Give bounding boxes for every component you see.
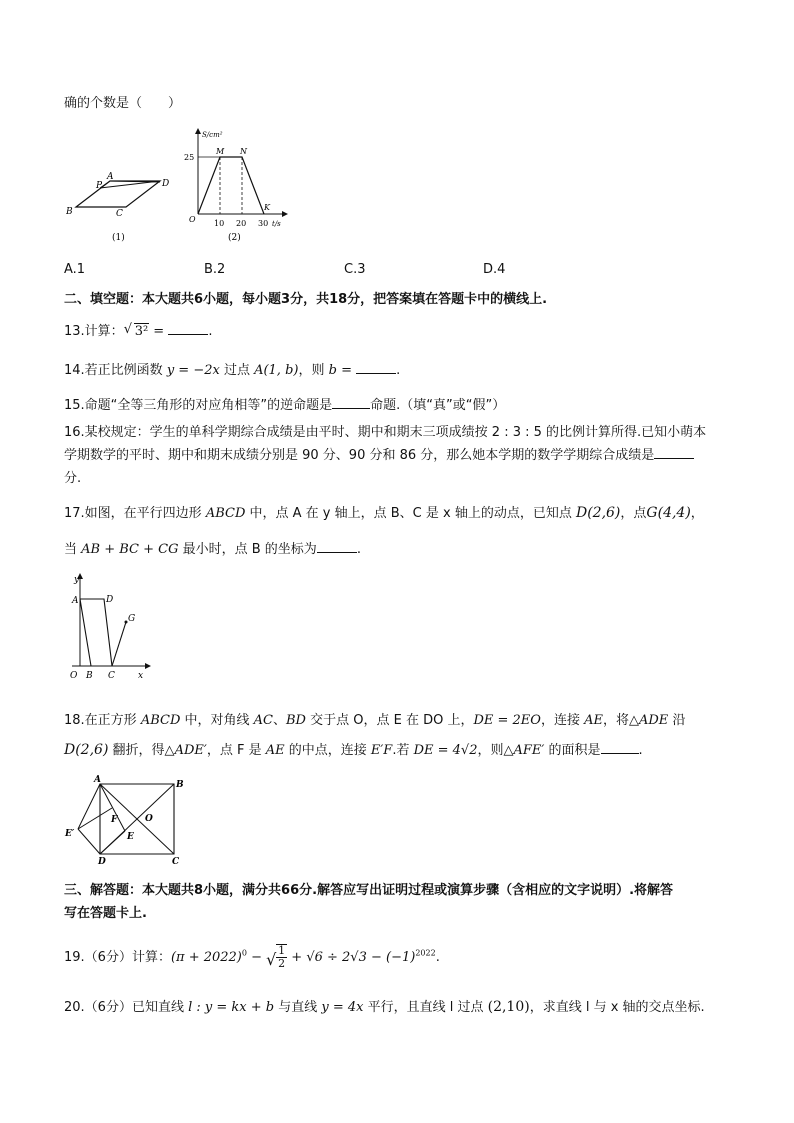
q17-text-f: 最小时，点 B 的坐标为 [178, 542, 317, 557]
q19-term1: (π + 2022) [170, 950, 242, 965]
q18-fig-b: B [176, 780, 184, 790]
q18-ade: ADE [639, 713, 669, 728]
fig1-caption: (1) [112, 233, 125, 243]
q20-prefix: 20.（6分）已知直线 [64, 1000, 189, 1015]
q15 [64, 394, 505, 413]
q17-line1 [64, 502, 704, 521]
q17-fig-c: C [108, 671, 115, 681]
q18-line1 [64, 709, 685, 728]
fig2-y-tick: 25 [184, 153, 195, 162]
fig2-origin: O [189, 215, 196, 224]
q18-ef: E′F [370, 743, 393, 758]
q17-answer-blank [317, 540, 357, 553]
q13-radical [124, 324, 149, 339]
q18-text-d: 交于点 O，点 E 在 DO 上， [305, 713, 474, 728]
fig2-point-k: K [264, 203, 270, 212]
q17-text-d: ， [690, 506, 704, 521]
q15-text-b: 命题.（填“真”或“假”） [370, 398, 506, 413]
q20-mid: 与直线 [274, 1000, 322, 1015]
section3-heading-line2: 写在答题卡上. [64, 906, 147, 921]
q19-frac-denominator: 2 [278, 957, 286, 970]
q17-abcd: ABCD [205, 506, 246, 521]
q18-ae2: AE [265, 743, 285, 758]
q13-eq: = [149, 324, 169, 339]
q20-line-l: l : y = kx + b [188, 1000, 275, 1015]
q18-eq1: DE = 2EO [473, 713, 541, 728]
q12-option-b: B.2 [204, 262, 226, 277]
fig1-label-b: B [66, 207, 73, 217]
q17-point-d: D(2,6) [575, 505, 621, 521]
fig2-caption: (2) [228, 233, 241, 243]
q19-frac-numerator: 1 [278, 944, 286, 957]
q19-term2: √6 ÷ 2√3 − (−1) [306, 950, 416, 965]
q18-text-c: 、 [272, 713, 286, 728]
q19 [64, 944, 440, 971]
q18-fig-e-prime: E′ [65, 829, 75, 839]
q20-mid2: 平行，且直线 l 过点 [363, 1000, 488, 1015]
q19-plus: + [287, 950, 307, 965]
q18-abcd: ABCD [140, 713, 181, 728]
q19-term2-exp: 2022 [415, 948, 436, 958]
q18-text-f: ，将△ [603, 713, 639, 728]
q13-answer-blank [168, 322, 208, 335]
q18-de: DE = 4√2 [413, 743, 478, 758]
section2-heading: 二、填空题：本大题共6小题，每小题3分，共18分，把答案填在答题卡中的横线上. [64, 292, 548, 307]
fig2-x-label: t/s [272, 220, 281, 228]
q18-fig-f: F [111, 815, 118, 825]
q18-text-e: ，连接 [540, 713, 585, 728]
q14-var: b = [328, 363, 357, 378]
fig1-label-a: A [107, 172, 114, 182]
q16-line2 [64, 444, 694, 463]
q18-fig-a: A [94, 775, 101, 785]
q18-fig-o: O [145, 814, 153, 824]
q17-text-a: 17.如图，在平行四边形 [64, 506, 206, 521]
fig1-label-d: D [162, 179, 170, 189]
q16-line2-text: 学期数学的平时、期中和期末成绩分别是 90 分、90 分和 86 分，那么她本学期的数学学期综合成绩是 [64, 448, 655, 463]
q13-prefix: 13.计算： [64, 324, 124, 339]
q20 [64, 996, 705, 1015]
q18-text-m: 的面积是 [544, 743, 601, 758]
q18-figure [62, 774, 192, 866]
q17-fig-x: x [138, 671, 144, 681]
fig2-y-label: S/cm² [202, 131, 223, 139]
q18-text-k: .若 [392, 743, 414, 758]
fig2-point-n: N [240, 147, 247, 156]
q18-fig-d: D [98, 857, 106, 866]
q14-func: y = −2x [166, 363, 220, 378]
q13: 13.计算： √ 3² = . [64, 322, 213, 339]
q16-answer-blank [654, 446, 694, 459]
q19-term1-exp: 0 [241, 948, 247, 958]
fig1-label-p: P [96, 181, 103, 191]
q20-point: (2,10) [487, 999, 530, 1015]
q18-text-b: 中，对角线 [180, 713, 254, 728]
q18-text-l: ，则△ [477, 743, 514, 758]
q17-fig-y: y [74, 575, 80, 585]
q16-line1: 16.某校规定：学生的单科学期综合成绩是由平时、期中和期末三项成绩按 2 : 3 : 5 的比例计算所得.已知小萌本 [64, 425, 707, 440]
q18-text-j: 的中点，连接 [284, 743, 371, 758]
q20-end: ，求直线 l 与 x 轴的交点坐标. [529, 1000, 705, 1015]
q17-figure [62, 570, 162, 682]
q12-option-a: A.1 [64, 262, 86, 277]
fig1-label-c: C [116, 209, 123, 219]
q18-text-g: 沿 [668, 713, 686, 728]
fig2-x-tick-20: 20 [236, 219, 247, 228]
q14-prefix: 14.若正比例函数 [64, 363, 167, 378]
fig2-x-tick-10: 10 [214, 219, 225, 228]
q17-fig-b: B [86, 671, 93, 681]
q16-line3: 分. [64, 471, 82, 486]
q19-sqrt-frac [266, 944, 287, 971]
q18-fig-e: E [127, 832, 134, 842]
fig2-point-m: M [216, 147, 225, 156]
q17-text-e: 当 [64, 542, 82, 557]
q15-answer-blank [332, 396, 370, 409]
q17-fig-d: D [106, 595, 114, 605]
sqrt-icon: √ [266, 950, 277, 969]
q18-text-h: 翻折，得△ [108, 743, 175, 758]
q18-afe: AFE′ [513, 743, 545, 758]
q13-radicand: 3² [134, 324, 149, 339]
q19-minus: − [246, 950, 267, 965]
q18-point-d: D(2,6) [64, 742, 109, 758]
q17-text-b: 中，点 A 在 y 轴上，点 B、C 是 x 轴上的动点，已知点 [245, 506, 576, 521]
q18-line2 [64, 739, 643, 758]
q12-figure-2 [182, 126, 294, 246]
q14: 14.若正比例函数 y = −2x 过点 A(1, b)，则 b = . [64, 363, 401, 378]
q17-fig-g: G [128, 614, 136, 624]
q17-expr: AB + BC + CG [81, 542, 179, 557]
q18-ade2: ADE′ [174, 743, 207, 758]
q18-ac: AC [253, 713, 273, 728]
q14-point: A(1, b) [254, 363, 299, 378]
q18-text-i: ，点 F 是 [206, 743, 266, 758]
q14-mid2: ，则 [298, 363, 329, 378]
q19-prefix: 19.（6分）计算： [64, 950, 171, 965]
q17-text-c: ，点 [620, 506, 647, 521]
q18-ae: AE [584, 713, 603, 728]
q17-point-g: G(4,4) [646, 505, 691, 521]
q17-text-g: . [356, 542, 361, 557]
fig2-x-tick-30: 30 [258, 219, 269, 228]
q12-figure-1 [66, 170, 176, 246]
q18-text-n: . [638, 743, 643, 758]
q18-fig-c: C [172, 857, 180, 866]
sqrt-icon: √ [123, 322, 132, 337]
q18-bd: BD [286, 713, 306, 728]
q19-end: . [435, 950, 440, 965]
q14-mid: 过点 [219, 363, 255, 378]
q18-text-a: 18.在正方形 [64, 713, 141, 728]
q12-option-c: C.3 [344, 262, 366, 277]
q12-option-d: D.4 [483, 262, 506, 277]
q12-tail-text: 确的个数是（ ） [64, 96, 182, 111]
q18-answer-blank [601, 741, 639, 754]
q17-fig-a: A [72, 596, 79, 606]
q15-text-a: 15.命题“全等三角形的对应角相等”的逆命题是 [64, 398, 333, 413]
q20-line2: y = 4x [321, 1000, 364, 1015]
q17-line2 [64, 538, 361, 557]
q14-answer-blank [356, 361, 396, 374]
section3-heading-line1: 三、解答题：本大题共8小题，满分共66分.解答应写出证明过程或演算步骤（含相应的文字说明）.将解答 [64, 883, 674, 898]
q17-fig-o: O [70, 671, 78, 681]
